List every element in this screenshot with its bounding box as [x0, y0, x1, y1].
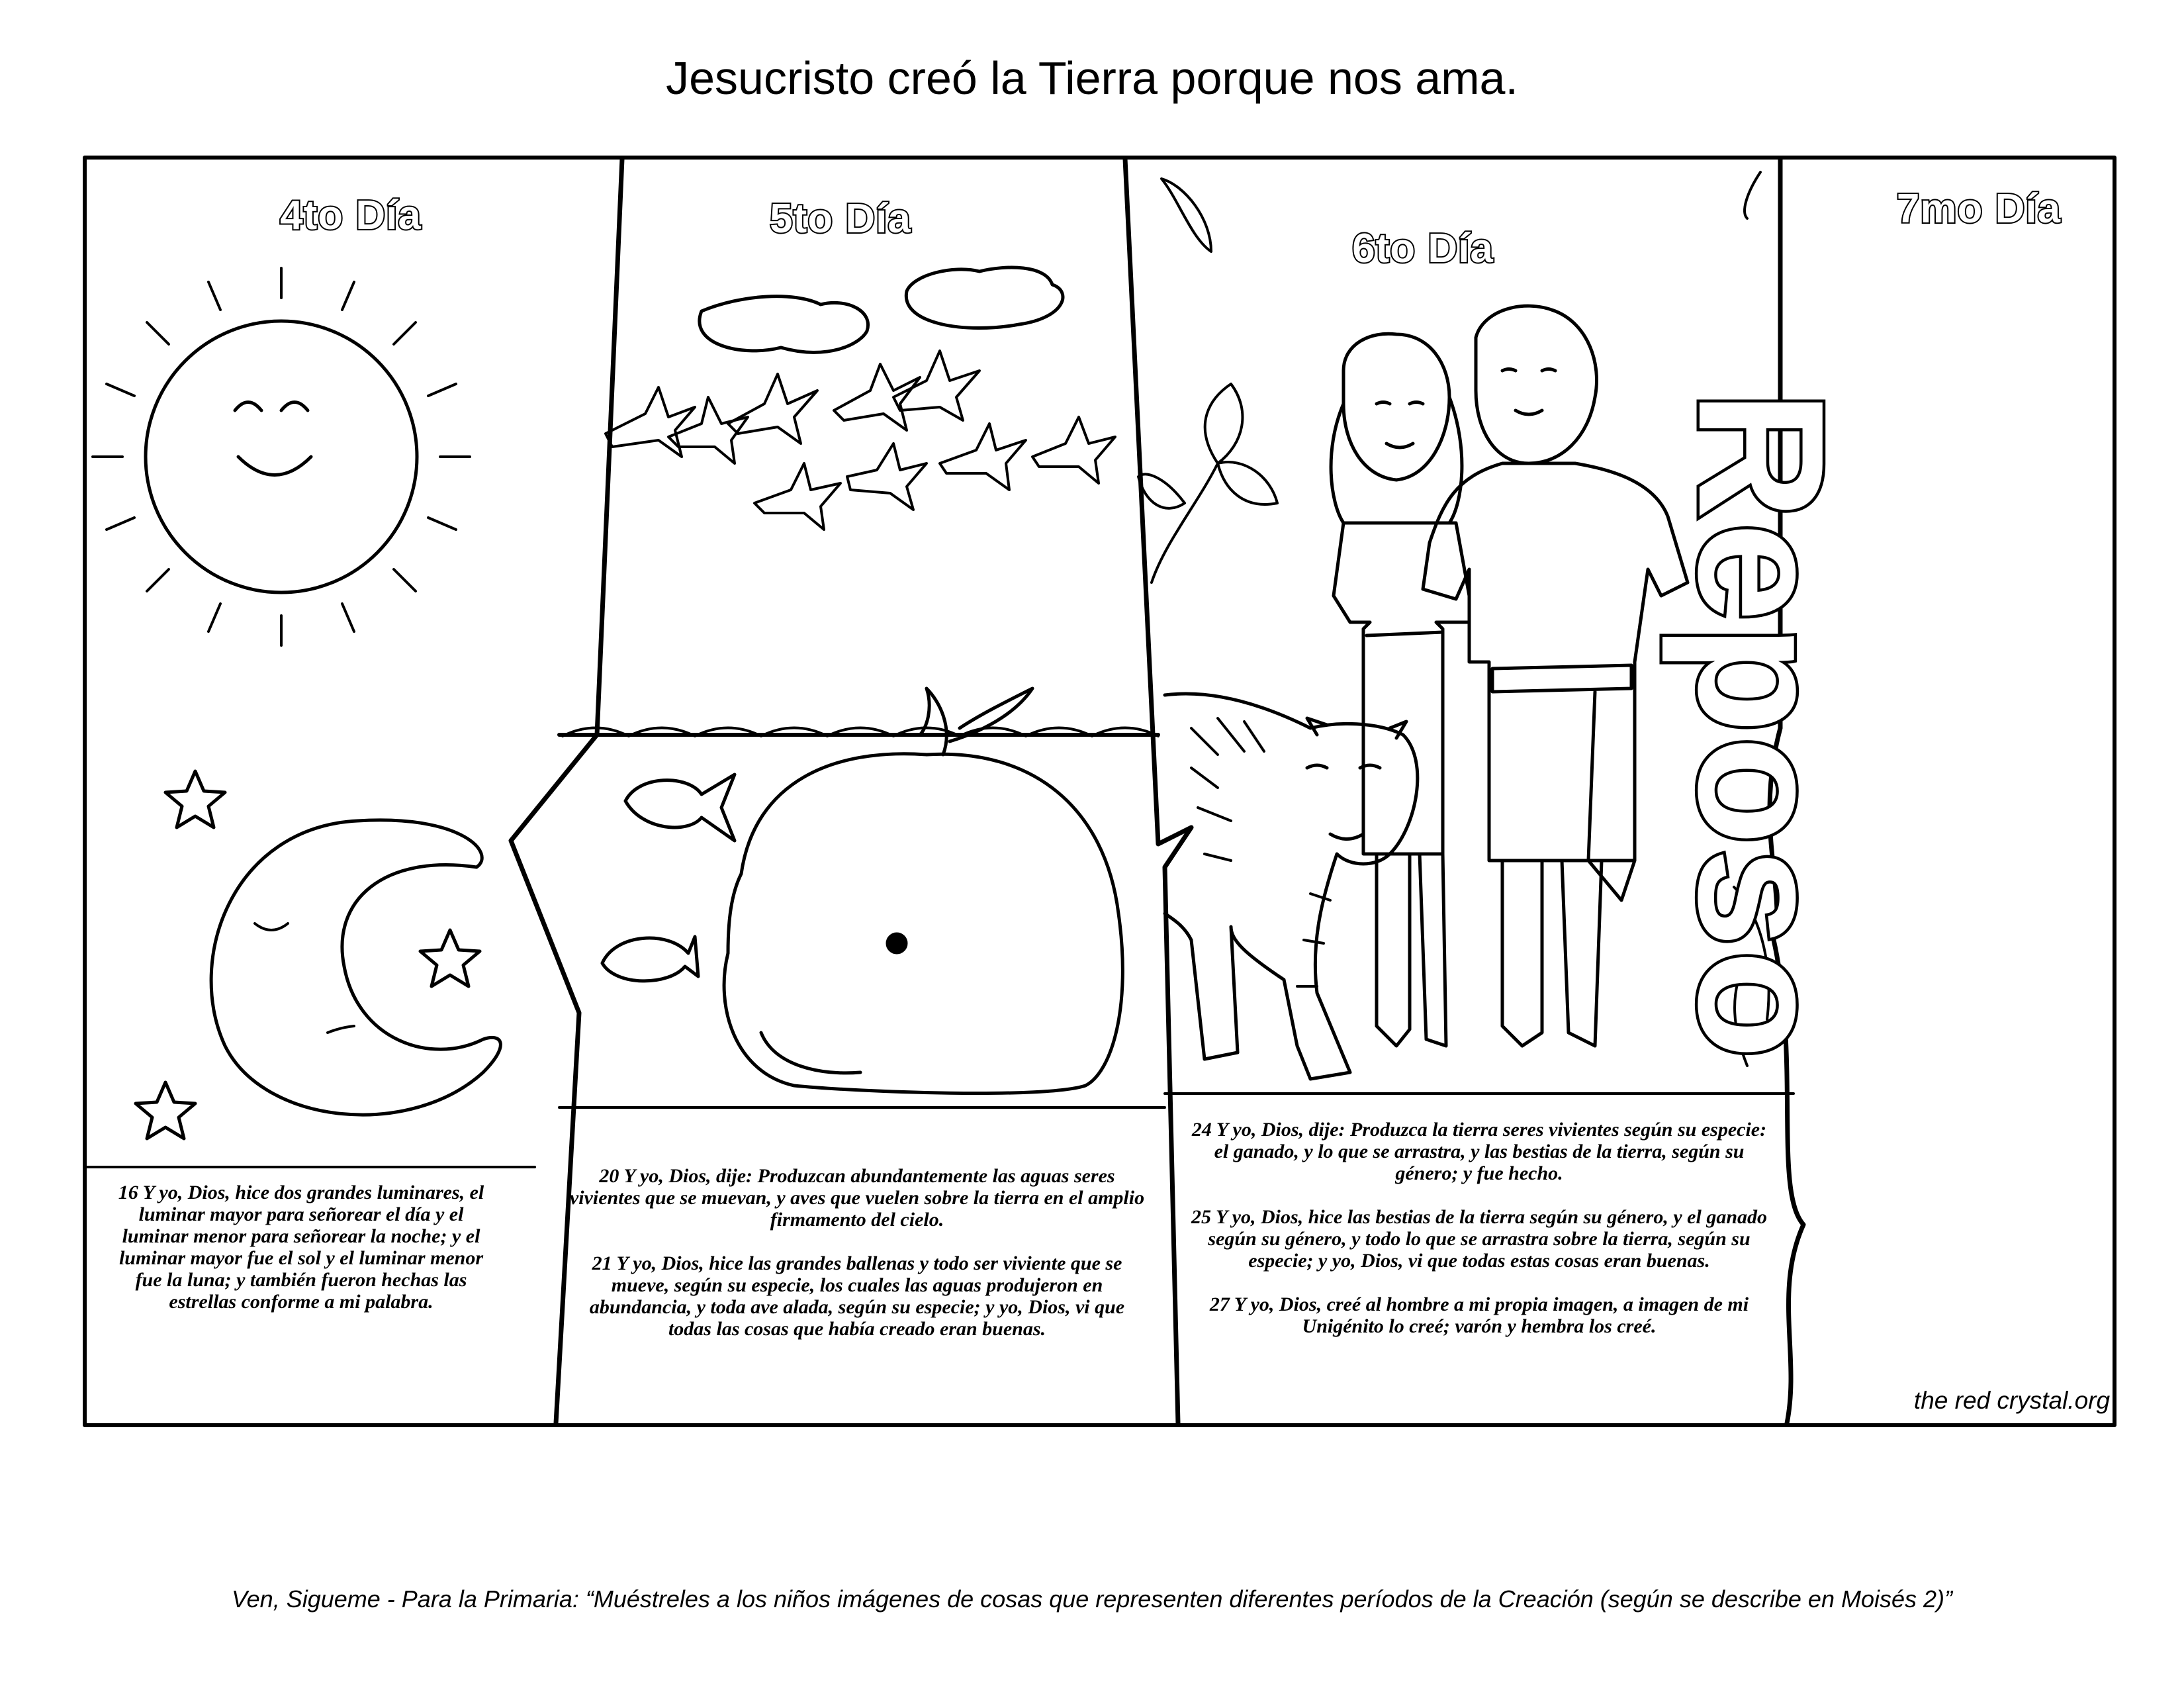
tiger-icon [1165, 694, 1418, 1079]
sun-icon [93, 268, 470, 645]
man-icon [1423, 306, 1688, 1046]
day-label-5: 5to Día [770, 196, 911, 242]
verse-20: 20 Y yo, Dios, dije: Produzcan abundantemente las aguas seres vivientes que se muevan, y aves que vuelen sobre la tierra en el amplio firmamento del cielo. [569, 1165, 1145, 1231]
page-title: Jesucristo creó la Tierra porque nos ama. [666, 52, 1518, 104]
cloud-icon [906, 267, 1063, 328]
star-icon [136, 1082, 195, 1139]
verse-27: 27 Y yo, Dios, creé al hombre a mi propia imagen, a imagen de mi Unigénito lo creé; varón y hembra los creé. [1209, 1293, 1749, 1337]
star-icon [420, 930, 480, 986]
day-label-7: 7mo Día [1896, 186, 2062, 232]
day-label-4: 4to Día [280, 193, 422, 238]
reposo-word: Reposo [1661, 391, 1860, 1062]
birds-icon [606, 351, 1115, 530]
whale-icon [724, 688, 1122, 1094]
moon-icon [211, 820, 500, 1115]
clownfish-icon [602, 937, 698, 981]
footer-note: Ven, Sigueme - Para la Primaria: “Muéstreles a los niños imágenes de cosas que representen diferentes períodos de la Creación (según se describe en Moisés 2)” [231, 1585, 1952, 1613]
verse-21: 21 Y yo, Dios, hice las grandes ballenas y todo ser viviente que se mueve, según su especie, los cuales las aguas produjeron en abundancia, y toda ave alada, según su especie; y yo, Dios, vi que todas las cosas que había creado eran buenas. [589, 1252, 1125, 1340]
day-label-6: 6to Día [1352, 226, 1494, 271]
verse-box-4 [116, 1182, 486, 1335]
verse-24: 24 Y yo, Dios, dije: Produzca la tierra seres vivientes según su especie: el ganado, y lo que se arrastra, y las bestias de la tierra, según su género; y fue hecho. [1191, 1119, 1767, 1184]
woman-icon [1331, 334, 1469, 1046]
site-credit: the red crystal.org [1913, 1387, 2111, 1414]
verse-box-5 [566, 1165, 1148, 1362]
verse-25: 25 Y yo, Dios, hice las bestias de la tierra según su género, y el ganado según su género, y todo lo que se arrastra sobre la tierra, según su especie; y yo, Dios, vi que todas estas cosas eran buenas. [1191, 1206, 1767, 1272]
cloud-icon [700, 297, 868, 353]
verse-16: 16 Y yo, Dios, hice dos grandes luminares, el luminar mayor para señorear el día y el luminar menor para señorear la noche; y el luminar mayor fue el sol y el luminar menor fue la luna; y también fueron hechas las estrellas conforme a mi palabra. [118, 1182, 484, 1313]
fish-icon [625, 774, 735, 841]
verse-box-6 [1188, 1119, 1770, 1359]
star-icon [165, 771, 225, 827]
